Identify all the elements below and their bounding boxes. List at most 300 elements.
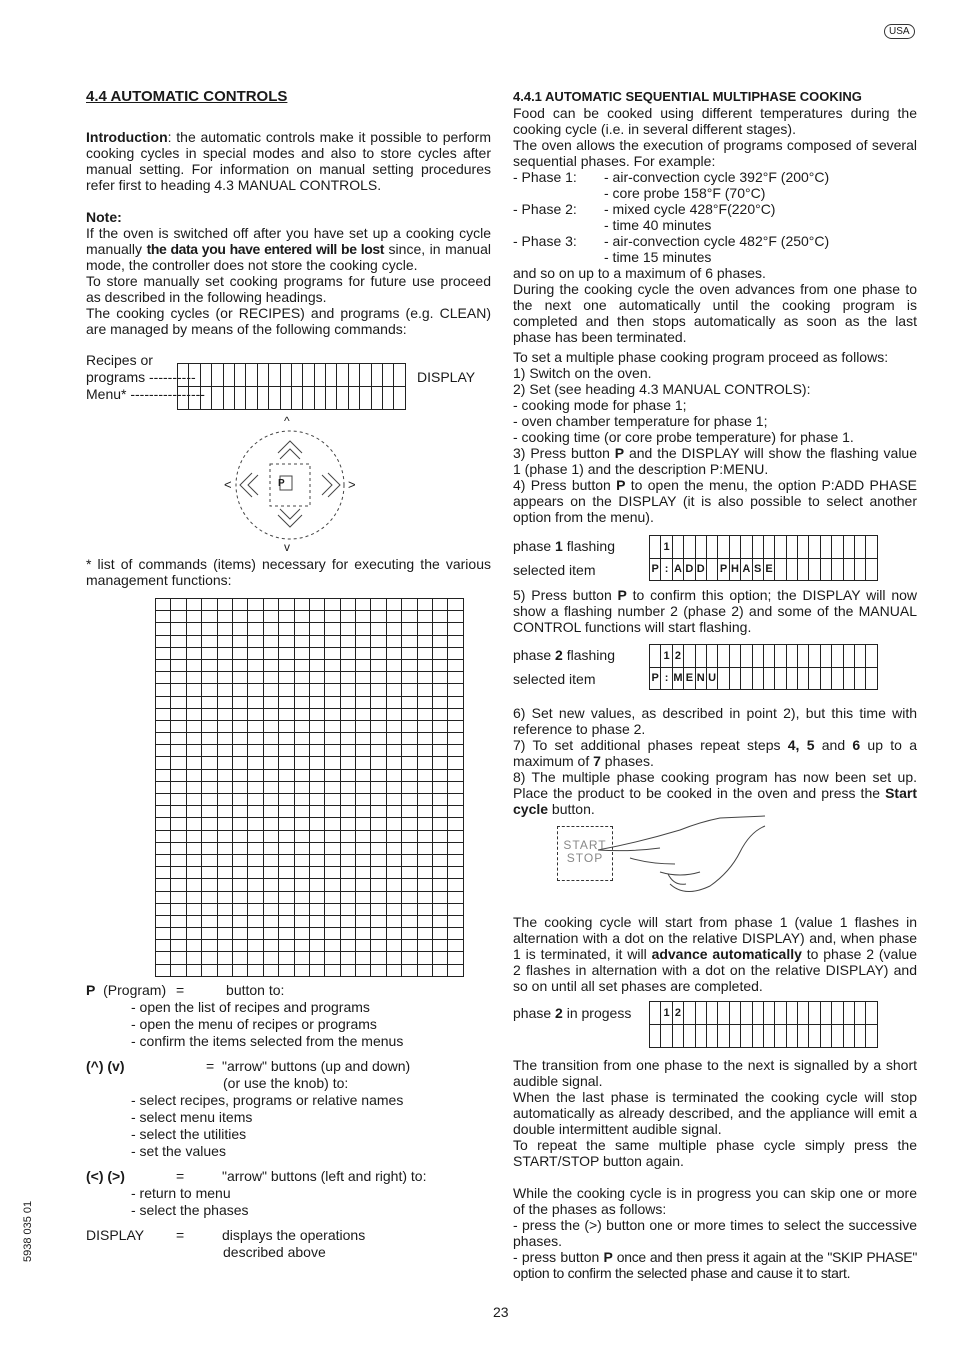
display-key: DISPLAY <box>86 1227 145 1243</box>
display-cell <box>279 879 294 891</box>
display-cell <box>218 697 233 709</box>
display-cell <box>356 648 371 660</box>
display-cell <box>448 745 463 757</box>
display-cell <box>248 843 263 855</box>
display-cell <box>264 697 279 709</box>
display-cell <box>218 940 233 952</box>
display-cell <box>218 636 233 648</box>
display-cell <box>341 818 356 830</box>
display-cell <box>295 672 310 684</box>
display-cell <box>433 684 448 696</box>
display-cell <box>218 648 233 660</box>
display-cell <box>325 928 340 940</box>
display-cell: E <box>764 559 775 582</box>
display-cell <box>448 843 463 855</box>
display-cell <box>356 892 371 904</box>
display-cell <box>218 965 233 977</box>
display-cell <box>418 745 433 757</box>
display-cell <box>295 892 310 904</box>
subsection-heading: 4.4.1 AUTOMATIC SEQUENTIAL MULTIPHASE COOKING <box>513 89 862 104</box>
display-cell <box>171 636 186 648</box>
display-cell <box>433 611 448 623</box>
display-cell <box>187 892 202 904</box>
display-cell <box>696 1002 707 1025</box>
display-cell <box>202 623 217 635</box>
display-cell <box>341 709 356 721</box>
display-cell <box>325 879 340 891</box>
display-label-2: programs ---------- <box>86 369 196 385</box>
display-cell <box>224 387 235 410</box>
display-cell <box>310 867 325 879</box>
display-cell <box>310 648 325 660</box>
display-cell <box>418 757 433 769</box>
display-cell <box>418 733 433 745</box>
display-cell <box>775 1002 786 1025</box>
display-cell <box>741 645 752 668</box>
step-3 <box>513 445 917 477</box>
display-cell: N <box>696 668 707 691</box>
display-cell <box>356 757 371 769</box>
display-cell <box>349 364 360 387</box>
display-cell <box>356 916 371 928</box>
display-cell <box>264 818 279 830</box>
chevron-right-icon[interactable] <box>322 473 340 497</box>
display-cell <box>356 697 371 709</box>
display-cell <box>295 757 310 769</box>
display-cell <box>798 559 809 582</box>
lcd-phase2-progress <box>649 1001 878 1048</box>
display-cell <box>402 599 417 611</box>
display-cell <box>821 1002 832 1025</box>
display-cell <box>325 684 340 696</box>
display-cell <box>202 892 217 904</box>
display-cell <box>156 806 171 818</box>
display-cell <box>156 648 171 660</box>
display-desc: displays the operations <box>222 1227 366 1243</box>
display-cell <box>156 636 171 648</box>
display-cell <box>233 770 248 782</box>
trans-3: To repeat the same multiple phase cycle simply press the START/STOP button again. <box>513 1137 917 1169</box>
display-cell <box>341 843 356 855</box>
note-paragraph-3: The cooking cycles (or RECIPES) and programs (e.g. CLEAN) are managed by means of the following commands: <box>86 305 491 337</box>
display-cell <box>202 684 217 696</box>
display-cell <box>248 916 263 928</box>
display-cell <box>387 697 402 709</box>
display-cell <box>325 611 340 623</box>
display-cell <box>156 879 171 891</box>
display-cell <box>171 831 186 843</box>
display-cell <box>433 806 448 818</box>
display-cell <box>650 536 661 559</box>
display-cell <box>295 916 310 928</box>
region-badge: USA <box>884 24 915 39</box>
display-cell <box>248 794 263 806</box>
display-cell <box>855 645 866 668</box>
display-cell <box>387 794 402 806</box>
display-cell <box>295 928 310 940</box>
display-cell <box>402 611 417 623</box>
display-cell <box>394 364 405 387</box>
display-cell <box>371 928 386 940</box>
display-cell <box>187 965 202 977</box>
display-cell: E <box>684 668 695 691</box>
display-cell <box>787 668 798 691</box>
display-cell <box>187 855 202 867</box>
display-cell <box>295 721 310 733</box>
display-cell <box>448 867 463 879</box>
step-7-f: 7 <box>593 753 601 769</box>
display-cell <box>325 599 340 611</box>
display-cell <box>433 965 448 977</box>
display-cell <box>310 636 325 648</box>
step-4-c: to open the menu, the option P:ADD PHASE appears on the DISPLAY (it is also possible to select another option from the menu). <box>513 477 918 525</box>
display-cell <box>418 660 433 672</box>
display-cell <box>387 940 402 952</box>
lcd1-label-a: phase <box>513 538 556 554</box>
display-cell <box>696 645 707 668</box>
display-cell <box>866 559 877 582</box>
arrow-lr-desc: "arrow" buttons (left and right) to: <box>222 1168 427 1184</box>
display-cell <box>341 697 356 709</box>
arrow-ud-item: - select the utilities <box>131 1126 247 1142</box>
display-cell <box>718 645 729 668</box>
display-cell <box>218 660 233 672</box>
display-cell <box>310 940 325 952</box>
phase2-b: - time 40 minutes <box>604 217 712 233</box>
display-cell <box>202 940 217 952</box>
arrow-ud-desc2: (or use the knob) to: <box>223 1075 349 1091</box>
display-cell <box>433 892 448 904</box>
display-cell <box>325 867 340 879</box>
phase3-label: - Phase 3: <box>513 233 577 249</box>
display-cell <box>248 928 263 940</box>
hand-pressing-icon <box>590 812 770 902</box>
display-cell <box>787 1025 798 1048</box>
display-cell <box>156 721 171 733</box>
display-cell <box>233 904 248 916</box>
display-cell <box>295 770 310 782</box>
display-cell <box>418 599 433 611</box>
doc-code: 5938 035 01 <box>22 1200 34 1262</box>
key-down-label: v <box>284 540 290 554</box>
display-cell <box>371 782 386 794</box>
display-cell <box>171 623 186 635</box>
display-cell <box>433 940 448 952</box>
display-cell <box>730 668 741 691</box>
display-cell <box>360 387 371 410</box>
display-cell <box>866 1025 877 1048</box>
display-cell <box>202 770 217 782</box>
display-cell <box>248 599 263 611</box>
display-cell <box>171 745 186 757</box>
display-cell <box>764 1025 775 1048</box>
display-cell <box>341 916 356 928</box>
display-cell <box>371 721 386 733</box>
display-cell <box>264 782 279 794</box>
display-cell <box>187 697 202 709</box>
display-cell <box>325 623 340 635</box>
display-cell <box>264 855 279 867</box>
display-cell <box>402 843 417 855</box>
step-5-a: 5) Press button <box>513 587 618 603</box>
display-cell <box>356 940 371 952</box>
step-5-c: to confirm this option; the DISPLAY will now show a flashing number 2 (phase 2) and some of the MANUAL CONTROL functions will start flashing. <box>513 587 917 635</box>
display-cell <box>325 782 340 794</box>
display-cell <box>832 1025 843 1048</box>
display-cell <box>707 1002 718 1025</box>
display-cell <box>844 1002 855 1025</box>
p-button[interactable] <box>270 464 310 506</box>
display-cell <box>650 1002 661 1025</box>
display-cell <box>303 387 314 410</box>
display-cell <box>279 623 294 635</box>
display-cell <box>279 782 294 794</box>
display-cell <box>433 757 448 769</box>
p-item: - confirm the items selected from the menus <box>131 1033 404 1049</box>
display-cell <box>248 904 263 916</box>
display-cell <box>218 952 233 964</box>
step-7 <box>513 737 917 769</box>
display-cell <box>248 660 263 672</box>
start-label: START <box>563 838 607 852</box>
display-cell <box>433 867 448 879</box>
display-cell <box>718 1002 729 1025</box>
display-cell <box>156 952 171 964</box>
display-cell <box>202 721 217 733</box>
p-item: - open the list of recipes and programs <box>131 999 370 1015</box>
display-cell <box>866 536 877 559</box>
display-cell <box>730 645 741 668</box>
display-cell <box>187 904 202 916</box>
display-cell <box>218 855 233 867</box>
phase2-label: - Phase 2: <box>513 201 577 217</box>
display-cell <box>371 794 386 806</box>
display-cell <box>310 745 325 757</box>
display-cell <box>356 672 371 684</box>
display-cell <box>264 879 279 891</box>
display-cell <box>264 623 279 635</box>
display-cell <box>218 721 233 733</box>
display-cell <box>325 806 340 818</box>
display-cell <box>279 916 294 928</box>
display-cell <box>187 831 202 843</box>
display-cell <box>433 697 448 709</box>
display-cell <box>310 672 325 684</box>
display-cell <box>187 782 202 794</box>
display-cell <box>402 928 417 940</box>
display-cell <box>387 770 402 782</box>
display-cell <box>325 660 340 672</box>
display-cell <box>371 904 386 916</box>
display-cell <box>402 660 417 672</box>
display-cell <box>171 794 186 806</box>
display-cell <box>371 892 386 904</box>
display-cell <box>281 364 292 387</box>
display-cell <box>433 916 448 928</box>
display-cell <box>295 636 310 648</box>
display-cell <box>356 733 371 745</box>
display-cell <box>371 757 386 769</box>
display-cell <box>650 645 661 668</box>
display-cell <box>248 940 263 952</box>
display-cell <box>279 757 294 769</box>
lcd3-label-b: 2 <box>555 1005 563 1021</box>
display-cell <box>246 364 257 387</box>
display-cell <box>325 648 340 660</box>
chevron-left-icon[interactable] <box>240 473 258 497</box>
step-4-b: P <box>616 477 626 493</box>
display-cell <box>696 536 707 559</box>
display-cell <box>310 611 325 623</box>
p-items <box>86 999 496 1050</box>
display-cell <box>310 770 325 782</box>
display-cell <box>341 794 356 806</box>
display-cell <box>855 668 866 691</box>
display-cell <box>218 782 233 794</box>
display-cell <box>156 855 171 867</box>
display-cell <box>171 611 186 623</box>
display-cell <box>341 599 356 611</box>
display-cell <box>325 636 340 648</box>
display-cell <box>233 940 248 952</box>
display-cell <box>264 648 279 660</box>
p-desc: button to: <box>226 982 285 998</box>
note-label: Note: <box>86 209 122 225</box>
arrow-ud-item: - select recipes, programs or relative names <box>131 1092 404 1108</box>
arrow-ud-row <box>86 1058 496 1075</box>
display-cell <box>295 843 310 855</box>
display-cell <box>448 709 463 721</box>
step-1: 1) Switch on the oven. <box>513 365 652 381</box>
display-cell <box>264 916 279 928</box>
display-cell <box>325 721 340 733</box>
display-cell <box>387 843 402 855</box>
display-cell <box>866 668 877 691</box>
display-cell <box>341 782 356 794</box>
chevron-up-icon[interactable] <box>278 441 302 459</box>
lcd-phase1 <box>649 535 878 581</box>
display-cell <box>171 672 186 684</box>
display-cell <box>310 879 325 891</box>
display-cell <box>235 387 246 410</box>
display-cell <box>171 867 186 879</box>
display-cell <box>387 623 402 635</box>
page-number: 23 <box>493 1304 509 1320</box>
display-cell <box>218 733 233 745</box>
display-cell <box>187 770 202 782</box>
lcd-phase2 <box>649 644 878 690</box>
keypad-diagram <box>222 415 362 555</box>
display-cell <box>341 733 356 745</box>
display-cell <box>433 782 448 794</box>
display-cell <box>356 794 371 806</box>
display-cell <box>844 559 855 582</box>
display-cell <box>356 843 371 855</box>
display-cell <box>248 684 263 696</box>
display-cell <box>279 660 294 672</box>
display-cell <box>356 904 371 916</box>
display-cell <box>341 831 356 843</box>
display-cell <box>171 782 186 794</box>
display-cell <box>764 668 775 691</box>
display-cell <box>341 660 356 672</box>
display-cell <box>233 855 248 867</box>
display-cell <box>821 536 832 559</box>
display-cell <box>402 916 417 928</box>
display-cell <box>371 709 386 721</box>
display-cell <box>248 672 263 684</box>
display-cell <box>448 928 463 940</box>
display-cell <box>433 818 448 830</box>
intro-text: : the automatic controls make it possible to perform cooking cycles in special modes and also to store cycles after manual setting. For information on manual setting procedures refer first to heading 4.3 MANUAL CONTROLS. <box>86 129 491 193</box>
display-cell <box>684 536 695 559</box>
display-cell <box>187 916 202 928</box>
display-cell <box>356 928 371 940</box>
display-cell <box>171 721 186 733</box>
display-cell <box>325 709 340 721</box>
display-cell <box>402 697 417 709</box>
display-cell: D <box>684 559 695 582</box>
display-cell <box>171 648 186 660</box>
display-cell <box>233 818 248 830</box>
display-cell <box>371 806 386 818</box>
display-cell <box>753 645 764 668</box>
display-cell <box>433 648 448 660</box>
display-cell: A <box>673 559 684 582</box>
step-5-b: P <box>617 587 627 603</box>
display-cell <box>264 794 279 806</box>
note-paragraph-2: To store manually set cooking programs for future use proceed as described in the following headings. <box>86 273 491 305</box>
display-cell <box>264 733 279 745</box>
chevron-down-icon[interactable] <box>278 509 302 527</box>
display-cell <box>246 387 257 410</box>
display-cell <box>371 660 386 672</box>
display-cell <box>156 745 171 757</box>
arrow-lr-items <box>86 1185 496 1219</box>
display-cell: M <box>673 668 684 691</box>
display-cell <box>418 672 433 684</box>
display-cell <box>448 952 463 964</box>
display-cell <box>187 684 202 696</box>
display-cell <box>341 757 356 769</box>
display-cell <box>310 916 325 928</box>
display-cell <box>371 599 386 611</box>
display-cell <box>264 831 279 843</box>
display-cell <box>372 364 383 387</box>
display-cell <box>356 745 371 757</box>
display-cell <box>402 709 417 721</box>
display-cell <box>201 387 212 410</box>
display-cell <box>356 855 371 867</box>
display-cell <box>233 611 248 623</box>
step-7-g: phases. <box>600 753 654 769</box>
arrow-lr-item: - select the phases <box>131 1202 249 1218</box>
display-cell <box>218 672 233 684</box>
display-cell <box>809 668 820 691</box>
lcd1-label-b: 1 <box>555 538 563 554</box>
display-cell <box>189 387 200 410</box>
display-cell <box>661 1025 672 1048</box>
display-cell <box>387 916 402 928</box>
display-cell <box>202 831 217 843</box>
display-cell <box>248 831 263 843</box>
display-cell <box>402 892 417 904</box>
display-cell <box>156 904 171 916</box>
display-cell <box>212 387 223 410</box>
display-cell <box>295 952 310 964</box>
phase2-a: - mixed cycle 428°F(220°C) <box>604 201 776 217</box>
display-cell <box>325 916 340 928</box>
